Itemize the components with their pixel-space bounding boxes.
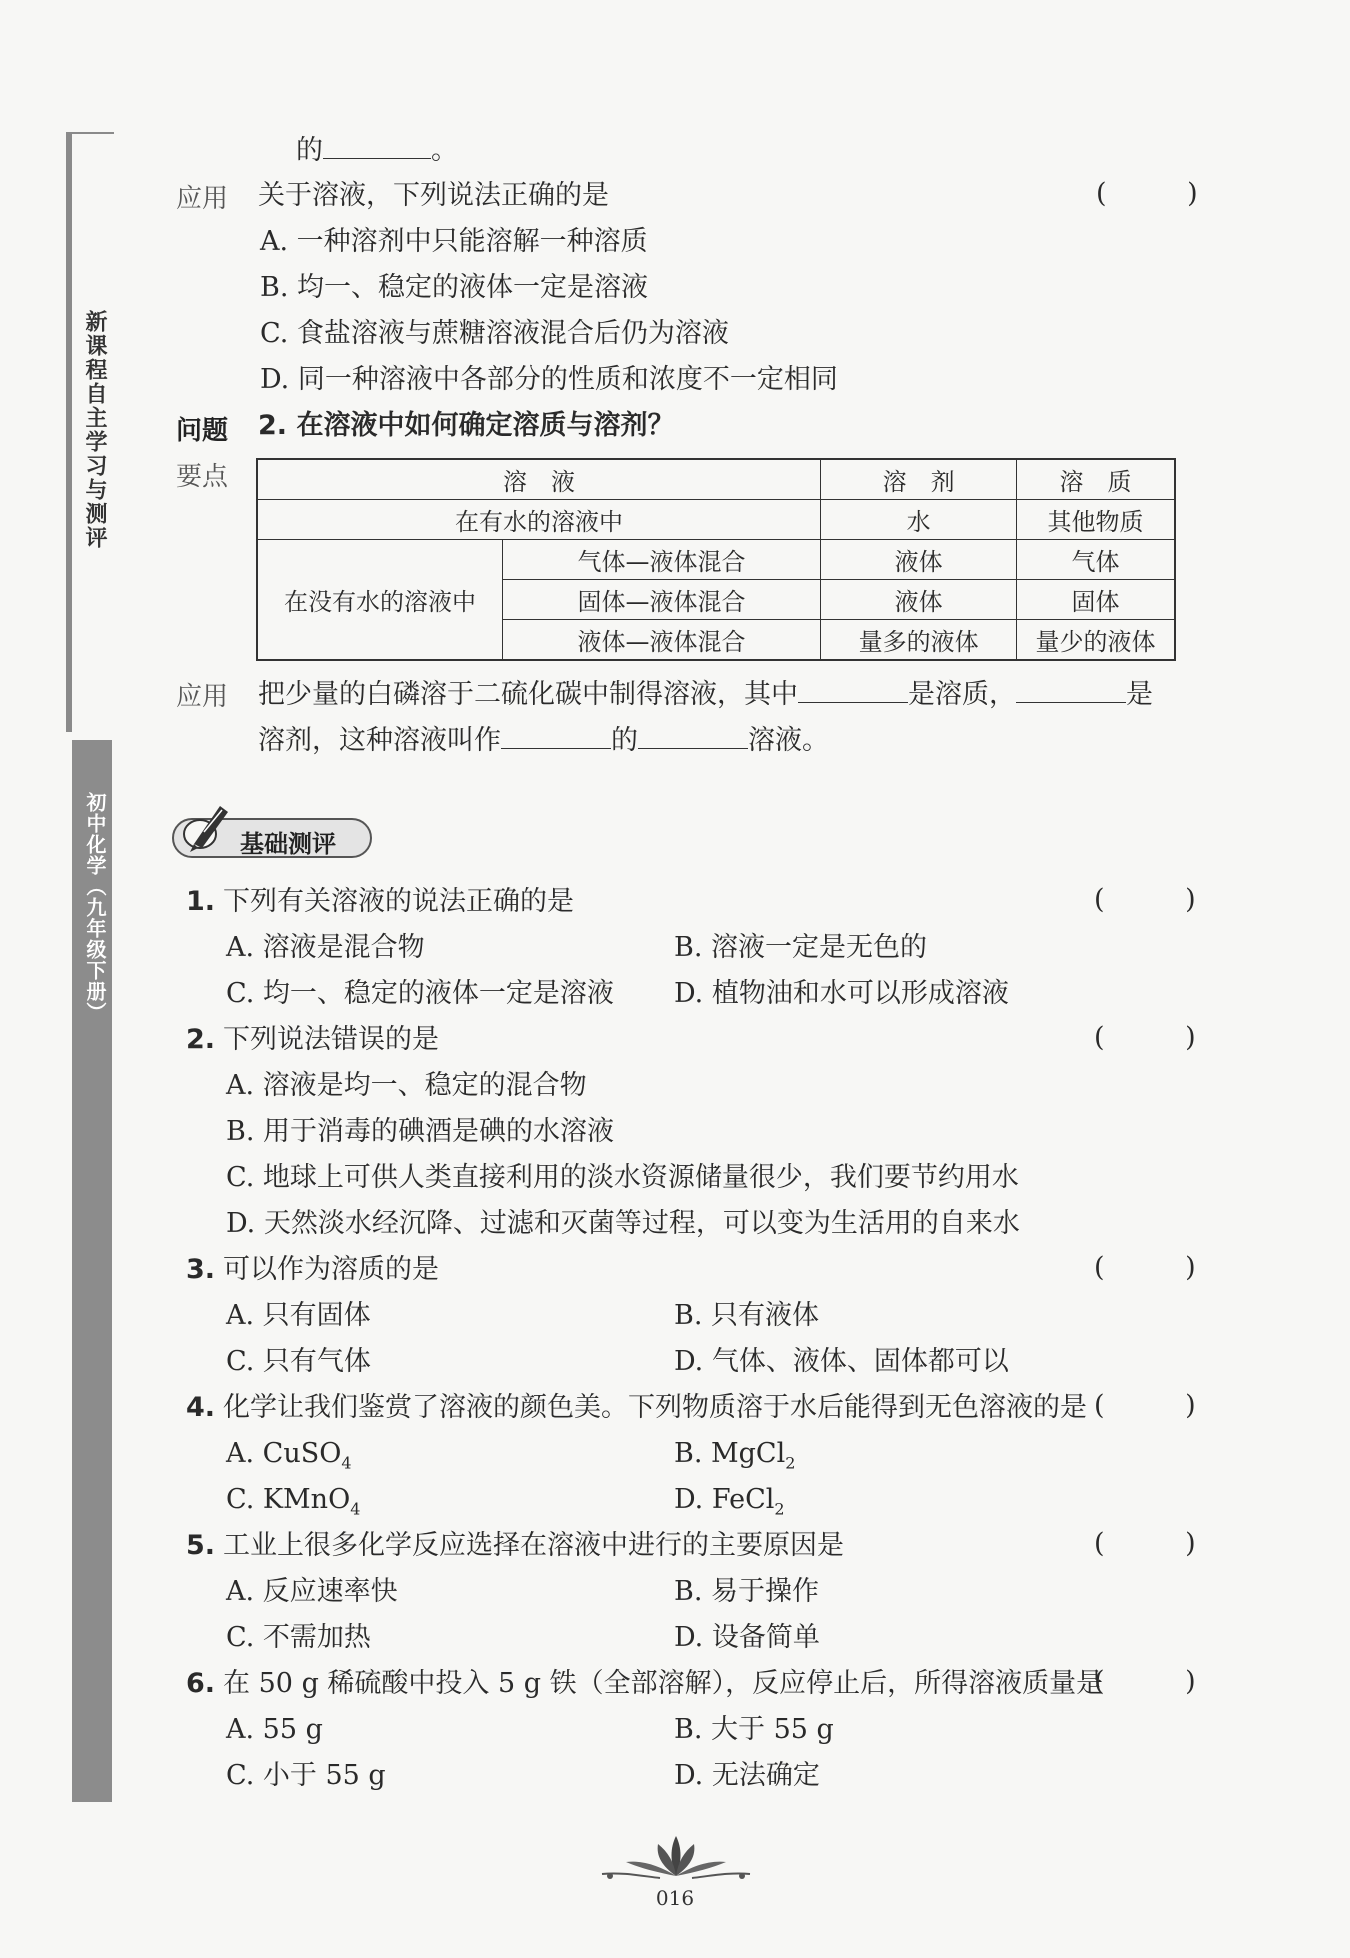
answer-paren: ( ) xyxy=(1094,1252,1232,1283)
answer-paren: ( ) xyxy=(1094,1528,1232,1559)
table-cell: 液体 xyxy=(821,540,1017,580)
app1-option-a: A. 一种溶剂中只能溶解一种溶质 xyxy=(260,226,648,257)
app2-line2: 溶剂，这种溶液叫作 的 溶液。 xyxy=(258,722,829,759)
answer-blank xyxy=(798,676,908,703)
q1-option-a: A. 溶液是混合物 xyxy=(226,932,425,963)
table-cell: 在有水的溶液中 xyxy=(257,500,821,540)
table-cell: 固体—液体混合 xyxy=(503,580,821,620)
tag-application: 应用 xyxy=(176,184,229,214)
top-fragment: 的 。 xyxy=(296,132,458,169)
question-4-stem: 4. 化学让我们鉴赏了溶液的颜色美。下列物质溶于水后能得到无色溶液的是 xyxy=(186,1392,1088,1423)
answer-paren: ( ) xyxy=(1094,1022,1232,1053)
header-solute: 溶 质 xyxy=(1017,459,1175,500)
table-cell: 固体 xyxy=(1017,580,1175,620)
table-cell: 液体 xyxy=(821,580,1017,620)
q4-option-b: B. MgCl$_2$ xyxy=(674,1438,796,1473)
question-5-stem: 5. 工业上很多化学反应选择在溶液中进行的主要原因是 xyxy=(186,1530,845,1561)
page-number: 016 xyxy=(655,1886,695,1910)
answer-paren: ( ) xyxy=(1094,1390,1232,1421)
q3-option-b: B. 只有液体 xyxy=(674,1300,820,1331)
table-row xyxy=(257,540,1175,580)
q6-option-b: B. 大于 55 g xyxy=(674,1714,834,1745)
answer-blank xyxy=(638,722,748,749)
table-row xyxy=(257,500,1175,540)
question-2-stem: 2. 下列说法错误的是 xyxy=(186,1024,440,1055)
q1-option-b: B. 溶液一定是无色的 xyxy=(674,932,928,963)
answer-blank xyxy=(501,722,611,749)
floral-ornament-icon xyxy=(596,1832,756,1882)
q1-option-d: D. 植物油和水可以形成溶液 xyxy=(674,978,1009,1009)
tag-question: 问题 xyxy=(176,416,229,446)
tag-keypoints: 要点 xyxy=(176,462,229,492)
answer-blank xyxy=(323,132,431,159)
q3-option-a: A. 只有固体 xyxy=(226,1300,371,1331)
table-cell: 液体—液体混合 xyxy=(503,620,821,661)
question-1-stem: 1. 下列有关溶液的说法正确的是 xyxy=(186,886,575,917)
q4-option-c: C. KMnO$_4$ xyxy=(226,1484,361,1519)
q2-option-d: D. 天然淡水经沉降、过滤和灭菌等过程，可以变为生活用的自来水 xyxy=(226,1208,1020,1239)
q4-option-d: D. FeCl$_2$ xyxy=(674,1484,785,1519)
q2-option-c: C. 地球上可供人类直接利用的淡水资源储量很少，我们要节约用水 xyxy=(226,1162,1019,1193)
table-cell: 水 xyxy=(821,500,1017,540)
table-cell: 在没有水的溶液中 xyxy=(257,540,503,661)
q5-option-c: C. 不需加热 xyxy=(226,1622,371,1653)
q2-option-a: A. 溶液是均一、稳定的混合物 xyxy=(226,1070,587,1101)
header-solvent: 溶 剂 xyxy=(821,459,1017,500)
app1-option-b: B. 均一、稳定的液体一定是溶液 xyxy=(260,272,649,303)
table-cell: 量少的液体 xyxy=(1017,620,1175,661)
q3-option-d: D. 气体、液体、固体都可以 xyxy=(674,1346,1009,1377)
app1-option-d: D. 同一种溶液中各部分的性质和浓度不一定相同 xyxy=(260,364,838,395)
question-3-stem: 3. 可以作为溶质的是 xyxy=(186,1254,440,1285)
q6-option-c: C. 小于 55 g xyxy=(226,1760,386,1791)
q6-option-d: D. 无法确定 xyxy=(674,1760,820,1791)
solute-solvent-table xyxy=(256,458,1176,661)
q3-option-c: C. 只有气体 xyxy=(226,1346,371,1377)
table-cell: 气体—液体混合 xyxy=(503,540,821,580)
series-title: 新课程自主学习与测评 xyxy=(82,310,107,550)
table-cell: 其他物质 xyxy=(1017,500,1175,540)
q1-option-c: C. 均一、稳定的液体一定是溶液 xyxy=(226,978,614,1009)
question2-text: 2. 在溶液中如何确定溶质与溶剂？ xyxy=(258,410,675,441)
tag-application: 应用 xyxy=(176,682,229,712)
table-header-row xyxy=(257,459,1175,500)
app2-line1: 把少量的白磷溶于二硫化碳中制得溶液，其中 是溶质， 是 xyxy=(258,676,1153,713)
table-cell: 气体 xyxy=(1017,540,1175,580)
question-6-stem: 6. 在 50 g 稀硫酸中投入 5 g 铁（全部溶解），反应停止后，所得溶液质量是 xyxy=(186,1668,1104,1699)
q4-option-a: A. CuSO$_4$ xyxy=(226,1438,352,1473)
answer-paren: ( ) xyxy=(1094,1666,1232,1697)
q5-option-a: A. 反应速率快 xyxy=(226,1576,398,1607)
section-title: 基础测评 xyxy=(240,830,336,858)
q5-option-b: B. 易于操作 xyxy=(674,1576,820,1607)
q2-option-b: B. 用于消毒的碘酒是碘的水溶液 xyxy=(226,1116,615,1147)
app1-option-c: C. 食盐溶液与蔗糖溶液混合后仍为溶液 xyxy=(260,318,729,349)
app1-stem: 关于溶液，下列说法正确的是 xyxy=(258,180,609,211)
q5-option-d: D. 设备简单 xyxy=(674,1622,820,1653)
answer-paren: ( ) xyxy=(1094,884,1232,915)
table-cell: 量多的液体 xyxy=(821,620,1017,661)
section-header xyxy=(172,818,372,858)
pen-icon xyxy=(180,798,236,854)
answer-paren: ( ) xyxy=(1096,178,1234,209)
q6-option-a: A. 55 g xyxy=(226,1714,323,1745)
answer-blank xyxy=(1016,676,1126,703)
book-title: 初中化学（九年级下册） xyxy=(83,792,107,1023)
header-solution: 溶 液 xyxy=(257,459,821,500)
